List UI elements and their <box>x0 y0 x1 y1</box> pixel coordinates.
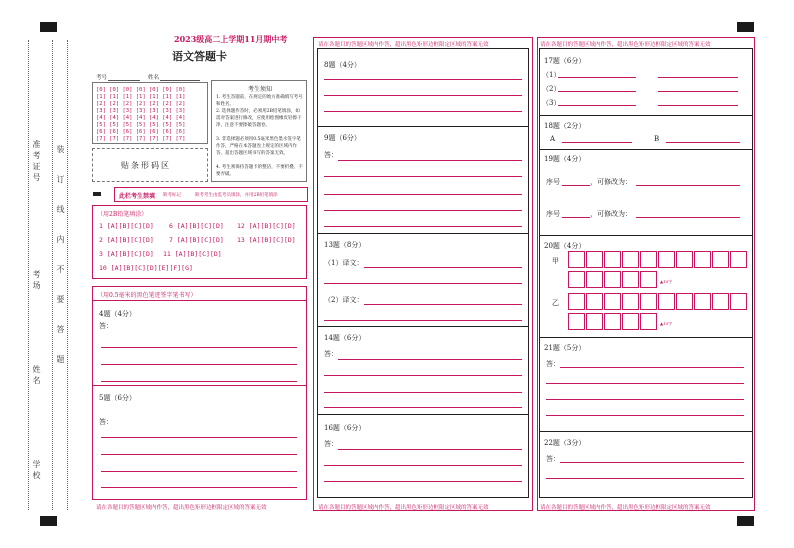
choice-section[interactable] <box>92 205 307 279</box>
grid-cell[interactable] <box>568 251 585 268</box>
notice-box <box>211 80 307 182</box>
answer-line[interactable] <box>364 304 522 305</box>
answer-line[interactable] <box>546 399 744 400</box>
answer-line[interactable] <box>338 160 522 161</box>
answer-line[interactable] <box>546 383 744 384</box>
q13-line2-label: （2）译文： <box>324 296 364 304</box>
divider <box>540 431 752 432</box>
q18-label: 18题（2分） <box>544 122 586 130</box>
answer-line[interactable] <box>324 407 522 408</box>
grid-cell[interactable] <box>640 251 657 268</box>
boundary-note: 请在各题目的答题区域内作答，超出黑色矩形边框限定区域的答案无效 <box>318 42 489 48</box>
q16-label: 16题（6分） <box>324 424 366 432</box>
q18-option-a: A <box>550 135 556 143</box>
q13-line1-label: （1）译文： <box>324 259 364 267</box>
notice-line: 3. 非选择题必须用0.5毫米黑色墨水签字笔作答，严格在本答题卷上规定的区域内作答，超出答题区域书写的答案无效。 <box>216 137 301 156</box>
choice-item[interactable]: 10 [A][B][C][D][E][F][G] <box>99 264 193 272</box>
absent-note: 缺考考生由监考员填涂，并用2B铅笔填涂 <box>195 193 278 198</box>
divider <box>540 149 752 150</box>
q9-answer-label: 答： <box>324 151 338 159</box>
binding-line <box>28 40 29 510</box>
grid-cell[interactable] <box>676 251 693 268</box>
q19-label: 19题（4分） <box>544 155 586 163</box>
divider <box>540 115 752 116</box>
grid-cell[interactable] <box>730 251 747 268</box>
barcode-area <box>92 148 208 182</box>
pen-title: （用0.5毫米的黑色笔迹签字笔书写） <box>97 292 197 299</box>
grid-cell[interactable] <box>586 271 603 288</box>
grid-cell[interactable] <box>568 271 585 288</box>
answer-line[interactable] <box>324 320 522 321</box>
grid-cell[interactable] <box>712 293 729 310</box>
grid-cell[interactable] <box>622 293 639 310</box>
q20-jia: 甲 <box>552 257 559 265</box>
grid-cell[interactable] <box>568 313 585 330</box>
q17-item3: （3） <box>542 99 561 107</box>
choice-item[interactable]: 11 [A][B][C][D] <box>163 250 222 258</box>
answer-line[interactable] <box>324 481 522 482</box>
bubble-grid: [0] [0] [0] [0] [0] [0] [0] [1] [1] [1] [1] [1] [1] [1] [2] [2] [2] [2] [2] [2] [2] [3] [3] [3] [3] [3] [3] [3] [4] [4] [4] [4] [4] [4] [4] [5] [5] [5] [5] [5] [5] [5] [6] [6] [6] [6] [6] [6] [6] [7] [7] [7] [7] [7] [7] [7] <box>96 87 186 142</box>
boundary-note: 请在各题目的答题区域内作答，超出黑色矩形边框限定区域的答案无效 <box>540 505 711 511</box>
notice-line: 2. 选择题作答时，必须用2B铅笔填涂，如需对答案进行修改，应使用绘图橡皮轻擦干净，注意不要擦破答题卷。 <box>216 109 302 128</box>
q19-seq-label: 序号 <box>546 178 560 186</box>
q4-label: 4题（4分） <box>99 310 136 318</box>
binding-line <box>67 40 68 510</box>
answer-line[interactable] <box>324 95 522 96</box>
answer-line[interactable] <box>324 283 522 284</box>
q20-label: 20题（4分） <box>544 242 586 250</box>
divider <box>93 300 306 301</box>
answer-line[interactable] <box>558 77 636 78</box>
answer-line[interactable] <box>101 437 297 438</box>
absent-note[interactable]: 缺考标记 <box>163 193 181 198</box>
answer-line[interactable] <box>324 392 522 393</box>
answer-line[interactable] <box>562 142 632 143</box>
divider <box>318 326 528 327</box>
choice-item[interactable]: 3 [A][B][C][D] <box>99 250 154 258</box>
answer-line[interactable] <box>636 217 740 218</box>
divider <box>93 385 306 386</box>
notice-line: 1. 考生答题前，在规定的地方准确填写考号和姓名。 <box>216 95 303 107</box>
q18-option-b: B <box>654 135 660 143</box>
q20-yi: 乙 <box>552 299 559 307</box>
grid-cell[interactable] <box>712 251 729 268</box>
grid-cell[interactable] <box>640 271 657 288</box>
answer-line[interactable] <box>546 415 744 416</box>
notice-line: 4. 考生须保持答题卡的整洁，不要折叠、不要弄破。 <box>216 165 303 177</box>
grid-cell[interactable] <box>676 293 693 310</box>
answer-line[interactable] <box>562 217 590 218</box>
notice-title: 考生须知 <box>248 86 273 93</box>
corner-mark <box>40 22 57 32</box>
answer-line[interactable] <box>101 454 297 455</box>
q22-label: 22题（3分） <box>544 439 586 447</box>
q14-answer-label: 答： <box>324 350 338 358</box>
side-exam-cert: 准考证号 <box>32 140 41 184</box>
answer-line[interactable] <box>364 267 522 268</box>
answer-line[interactable] <box>558 105 636 106</box>
grid-cell[interactable] <box>730 293 747 310</box>
q16-answer-label: 答： <box>324 440 338 448</box>
q17-label: 17题（6分） <box>544 57 586 65</box>
exam-number-bubbles[interactable] <box>92 82 208 144</box>
q19-revise-label: ，可修改为： <box>590 210 632 218</box>
q19-revise-label: ，可修改为： <box>590 178 632 186</box>
absent-label: 此栏考生禁填 <box>119 193 156 200</box>
boundary-note: 请在各题目的答题区域内作答，超出黑色矩形边框限定区域的答案无效 <box>96 505 267 511</box>
choice-item[interactable]: 7 [A][B][C][D] <box>169 236 224 244</box>
q8-label: 8题（4分） <box>324 61 361 69</box>
column-3-inner <box>539 48 753 498</box>
grid-cell[interactable] <box>658 251 675 268</box>
grid-cell[interactable] <box>694 293 711 310</box>
binding-line <box>52 40 53 510</box>
answer-line[interactable] <box>101 487 297 488</box>
q20-word-note: ▲10字 <box>660 321 673 326</box>
absent-marker <box>93 192 101 196</box>
side-name: 姓名 <box>32 365 41 387</box>
answer-line[interactable] <box>338 449 522 450</box>
answer-line[interactable] <box>324 194 522 195</box>
answer-line[interactable] <box>324 79 522 80</box>
writing-grid-yi[interactable] <box>568 293 748 333</box>
q13-label: 13题（8分） <box>324 241 366 249</box>
answer-line[interactable] <box>324 226 522 227</box>
q5-answer-label: 答： <box>99 418 113 426</box>
grid-cell[interactable] <box>604 271 621 288</box>
corner-mark <box>40 516 57 526</box>
q21-label: 21题（5分） <box>544 344 586 352</box>
barcode-label: 贴条形码区 <box>121 161 171 170</box>
grid-cell[interactable] <box>640 293 657 310</box>
answer-line[interactable] <box>101 471 297 472</box>
answer-line[interactable] <box>658 91 738 92</box>
side-warning: 装订线内不要答题 <box>56 145 65 385</box>
q19-seq-label: 序号 <box>546 210 560 218</box>
q9-label: 9题（6分） <box>324 134 361 142</box>
exam-no-line <box>108 80 140 81</box>
boundary-note: 请在各题目的答题区域内作答，超出黑色矩形边框限定区域的答案无效 <box>540 42 711 48</box>
q21-answer-label: 答： <box>546 360 560 368</box>
answer-line[interactable] <box>560 367 744 368</box>
q20-word-note: ▲10字 <box>660 279 673 284</box>
answer-line[interactable] <box>324 210 522 211</box>
q17-item1: （1） <box>542 71 561 79</box>
side-school: 学校 <box>32 460 41 482</box>
answer-line[interactable] <box>666 142 740 143</box>
boundary-note: 请在各题目的答题区域内作答，超出黑色矩形边框限定区域的答案无效 <box>318 505 489 511</box>
q4-q5-section <box>92 286 307 500</box>
answer-line[interactable] <box>658 105 738 106</box>
writing-grid-jia[interactable] <box>568 251 748 291</box>
grid-cell[interactable] <box>586 313 603 330</box>
answer-line[interactable] <box>324 176 522 177</box>
absent-box <box>114 187 308 202</box>
side-room: 考场 <box>32 270 41 292</box>
name-label: 姓名 <box>148 75 160 81</box>
grid-cell[interactable] <box>604 313 621 330</box>
q4-answer-label: 答： <box>99 322 113 330</box>
grid-cell[interactable] <box>586 293 603 310</box>
name-line <box>160 80 200 81</box>
grid-cell[interactable] <box>604 251 621 268</box>
answer-line[interactable] <box>324 375 522 376</box>
grid-cell[interactable] <box>694 251 711 268</box>
grid-cell[interactable] <box>658 293 675 310</box>
q14-label: 14题（6分） <box>324 334 366 342</box>
answer-line[interactable] <box>560 462 744 463</box>
grid-cell[interactable] <box>640 313 657 330</box>
grid-cell[interactable] <box>622 251 639 268</box>
answer-line[interactable] <box>338 359 522 360</box>
choice-item[interactable]: 12 [A][B][C][D] <box>237 222 296 230</box>
choice-item[interactable]: 2 [A][B][C][D] <box>99 236 154 244</box>
page-title: 2023级高二上学期11月期中考 <box>174 34 288 44</box>
corner-mark <box>737 516 754 526</box>
q22-answer-label: 答： <box>546 455 560 463</box>
answer-line[interactable] <box>324 465 522 466</box>
column-2-inner <box>317 48 529 498</box>
answer-line[interactable] <box>558 91 636 92</box>
grid-cell[interactable] <box>604 293 621 310</box>
exam-no-label: 考号 <box>96 75 108 81</box>
divider <box>318 414 528 415</box>
divider <box>318 126 528 127</box>
answer-line[interactable] <box>546 478 744 479</box>
choice-title: （用2B铅笔填涂） <box>97 211 148 218</box>
answer-line[interactable] <box>101 364 297 365</box>
grid-cell[interactable] <box>622 271 639 288</box>
grid-cell[interactable] <box>568 293 585 310</box>
answer-line[interactable] <box>562 185 590 186</box>
choice-item[interactable]: 6 [A][B][C][D] <box>169 222 224 230</box>
corner-mark <box>737 22 754 32</box>
divider <box>318 233 528 234</box>
page-subtitle: 语文答题卡 <box>172 50 227 63</box>
divider <box>540 337 752 338</box>
answer-line[interactable] <box>636 185 740 186</box>
choice-item[interactable]: 13 [A][B][C][D] <box>237 236 296 244</box>
answer-line[interactable] <box>658 77 738 78</box>
q5-label: 5题（6分） <box>99 394 136 402</box>
q17-item2: （2） <box>542 85 561 93</box>
grid-cell[interactable] <box>622 313 639 330</box>
choice-item[interactable]: 1 [A][B][C][D] <box>99 222 154 230</box>
answer-line[interactable] <box>101 347 297 348</box>
answer-line[interactable] <box>324 111 522 112</box>
divider <box>540 235 752 236</box>
grid-cell[interactable] <box>586 251 603 268</box>
answer-line[interactable] <box>101 381 297 382</box>
